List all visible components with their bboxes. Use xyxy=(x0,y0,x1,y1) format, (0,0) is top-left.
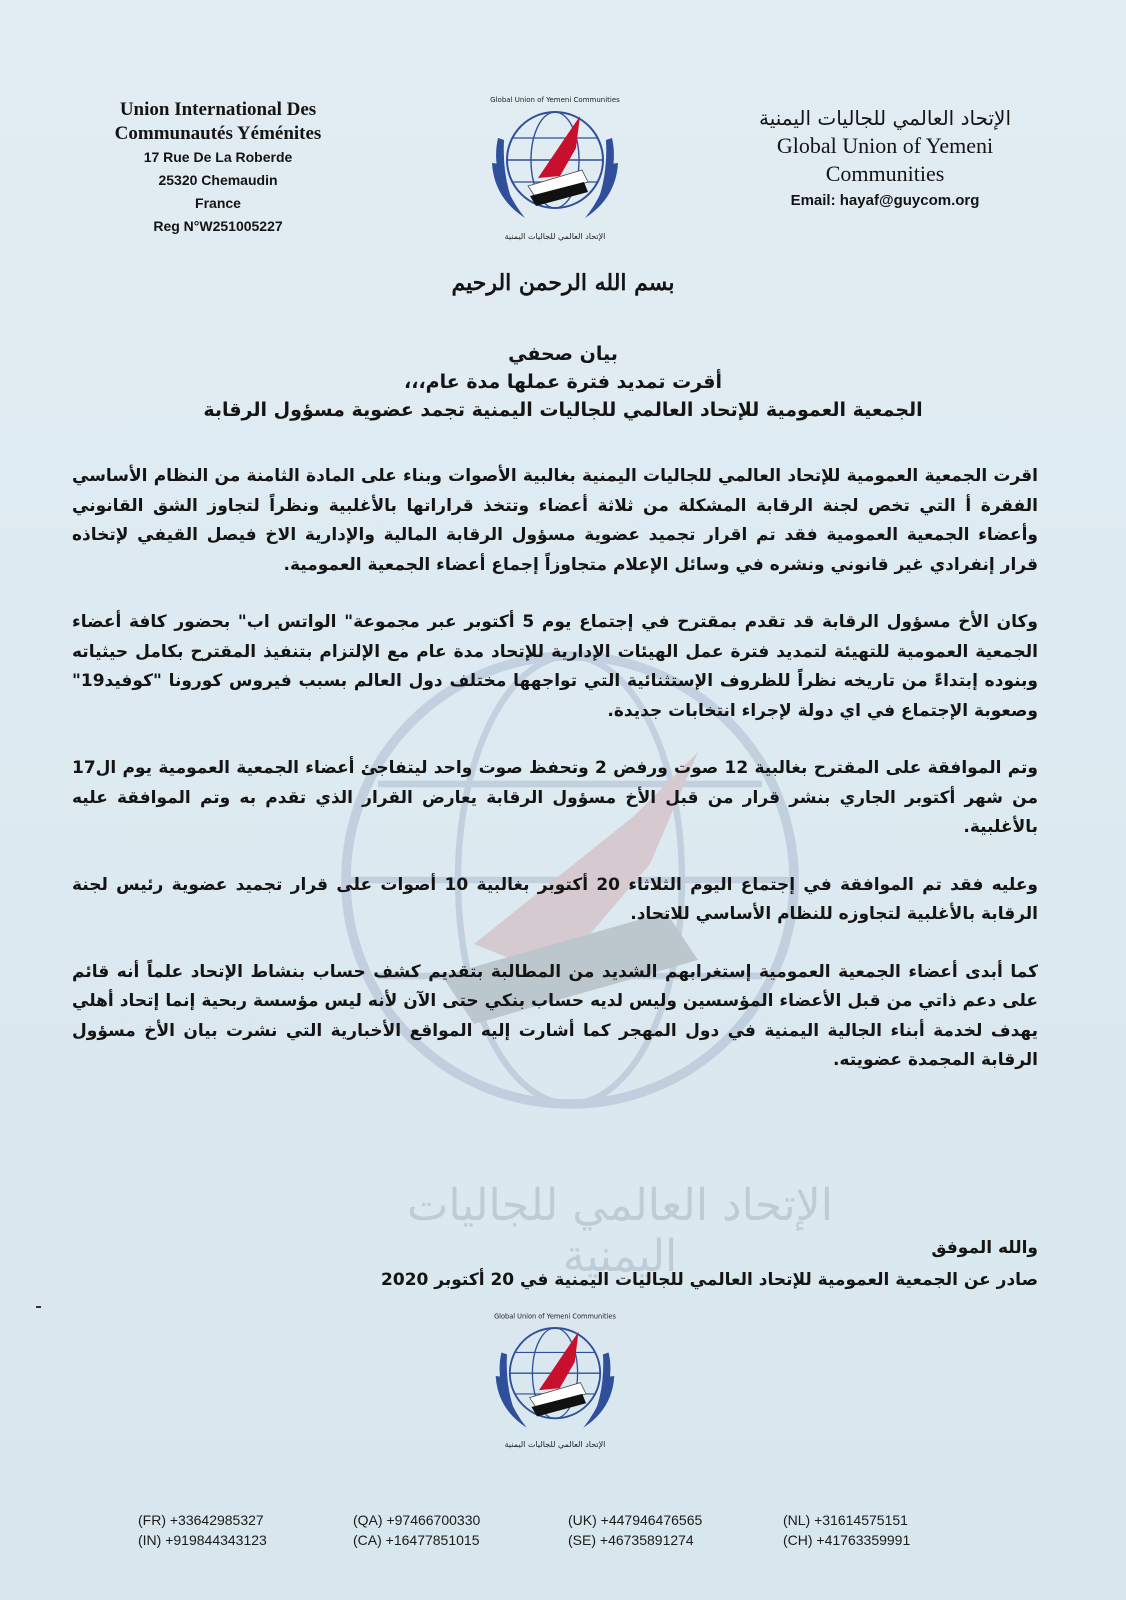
phone-qa: (QA) +97466700330 xyxy=(353,1512,481,1528)
org-logo-bottom-icon xyxy=(484,1296,626,1456)
paragraph-4: وعليه فقد تم الموافقة في إجتماع اليوم الثلاثاء 20 أكتوبر بغالبية 10 أصوات على قرار تجميد عضوية رئيس لجنة الرقابة بالأغلبية لتجاوزه للنظام الأساسي للاتحاد. xyxy=(72,874,1038,924)
closing-block xyxy=(72,1232,1038,1296)
address-line1: 17 Rue De La Roberde xyxy=(143,149,293,165)
phone-uk: (UK) +447946476565 xyxy=(568,1512,703,1528)
closing-line1: والله الموفق xyxy=(931,1238,1038,1258)
svg-text:Global Union of Yemeni Communi: Global Union of Yemeni Communities xyxy=(490,96,620,104)
phone-in: (IN) +919844343123 xyxy=(138,1532,267,1548)
registration-number: Reg N°W251005227 xyxy=(153,218,283,234)
phone-nl: (NL) +31614575151 xyxy=(783,1512,908,1528)
title-block xyxy=(130,340,996,424)
title-line2: أقرت تمديد فترة عملها مدة عام،،، xyxy=(404,371,722,393)
svg-text:Global Union of Yemeni Communi: Global Union of Yemeni Communities xyxy=(494,1312,616,1321)
phone-fr: (FR) +33642985327 xyxy=(138,1512,264,1528)
basmala: بسم الله الرحمن الرحيم xyxy=(451,270,675,296)
body-text xyxy=(72,462,1038,1104)
org-name-ar: الإتحاد العالمي للجاليات اليمنية xyxy=(758,106,1012,130)
address-line2: 25320 Chemaudin xyxy=(158,172,278,188)
org-name-en-line2: Communities xyxy=(825,161,945,186)
margin-mark xyxy=(36,1306,41,1308)
logo-caption-bottom: الإتحاد العالمي للجاليات اليمنية xyxy=(504,1440,606,1449)
org-name-fr-line2: Communautés Yéménites xyxy=(114,123,322,144)
header-right-block xyxy=(720,104,1050,209)
email-address: Email: hayaf@guycom.org xyxy=(790,192,980,209)
org-name-en-line1: Global Union of Yemeni xyxy=(776,133,994,158)
closing-line2: صادر عن الجمعية العمومية للإتحاد العالمي للجاليات اليمنية في 20 أكتوبر 2020 xyxy=(381,1270,1038,1290)
phone-ch: (CH) +41763359991 xyxy=(783,1532,911,1548)
watermark-arabic-text: الإتحاد العالمي للجاليات اليمنية xyxy=(406,1180,833,1282)
paragraph-2: وكان الأخ مسؤول الرقابة قد تقدم بمقترح في إجتماع يوم 5 أكتوبر عبر مجموعة" الواتس اب" بحضور كافة أعضاء الجمعية العمومية للتهيئة لتمديد فترة عمل الهيئات الإدارية للإتحاد مدة عام مع الإلتزام بتنفيذ المقترح بكامل حيثياته وبنوده إبتداءً من تاريخه نظراً للظروف الإستثنائية التي تواجهها مختلف دول العالم بسبب فيروس كورونا "كوفيد19" وصعوبة الإجتماع في اي دولة لإجراء انتخابات جديدة. xyxy=(72,612,1038,721)
paragraph-1: اقرت الجمعية العمومية للإتحاد العالمي للجاليات اليمنية بغالبية الأصوات وبناء على المادة الثامنة من النظام الأساسي الفقرة أ التي تخص لجنة الرقابة المشكلة من ثلاثة أعضاء وتتخذ قراراتها بالأغلبية ونظراً لتجاوز الشق القانوني وأعضاء الجمعية العمومية فقد تم اقرار تجميد عضوية مسؤول الرقابة المالية والإدارية الاخ فيصل القيفي لإتخاذه قرار إنفرادي غير قانوني ونشره في وسائل الإعلام متجاوزاً إجماع أعضاء الجمعية العمومية. xyxy=(72,466,1038,575)
logo-caption-top: الإتحاد العالمي للجاليات اليمنية xyxy=(504,232,606,241)
header-left-block xyxy=(98,98,338,238)
phone-se: (SE) +46735891274 xyxy=(568,1532,694,1548)
phone-ca: (CA) +16477851015 xyxy=(353,1532,480,1548)
paragraph-3: وتم الموافقة على المقترح بغالبية 12 صوت ورفض 2 وتحفظ صوت واحد ليتفاجئ أعضاء الجمعية العمومية يوم ال17 من شهر أكتوبر الجاري بنشر قرار من قبل الأخ مسؤول الرقابة يعارض القرار الذي تقدم به وتم الموافقة عليه بالأغلبية. xyxy=(72,758,1038,837)
paragraph-5: كما أبدى أعضاء الجمعية العمومية إستغرابهم الشديد من المطالبة بتقديم كشف حساب بنشاط الإتحاد علماً أنه قائم على دعم ذاتي من قبل الأعضاء المؤسسين وليس لديه حساب بنكي حتى الآن لأنه ليس مؤسسة ربحية إنما إتحاد أهلي يهدف لخدمة أبناء الجالية اليمنية في دول المهجر كما أشارت إليه المواقع الأخبارية التي نشرت بيان الأخ مسؤول الرقابة المجمدة عضويته. xyxy=(72,961,1038,1070)
title-line3: الجمعية العمومية للإتحاد العالمي للجاليات اليمنية تجمد عضوية مسؤول الرقابة xyxy=(203,399,923,421)
org-name-fr-line1: Union International Des xyxy=(119,99,317,120)
org-logo-icon xyxy=(480,78,630,248)
address-line3: France xyxy=(195,195,241,211)
title-line1: بيان صحفي xyxy=(508,343,618,365)
phone-numbers xyxy=(120,1512,980,1548)
